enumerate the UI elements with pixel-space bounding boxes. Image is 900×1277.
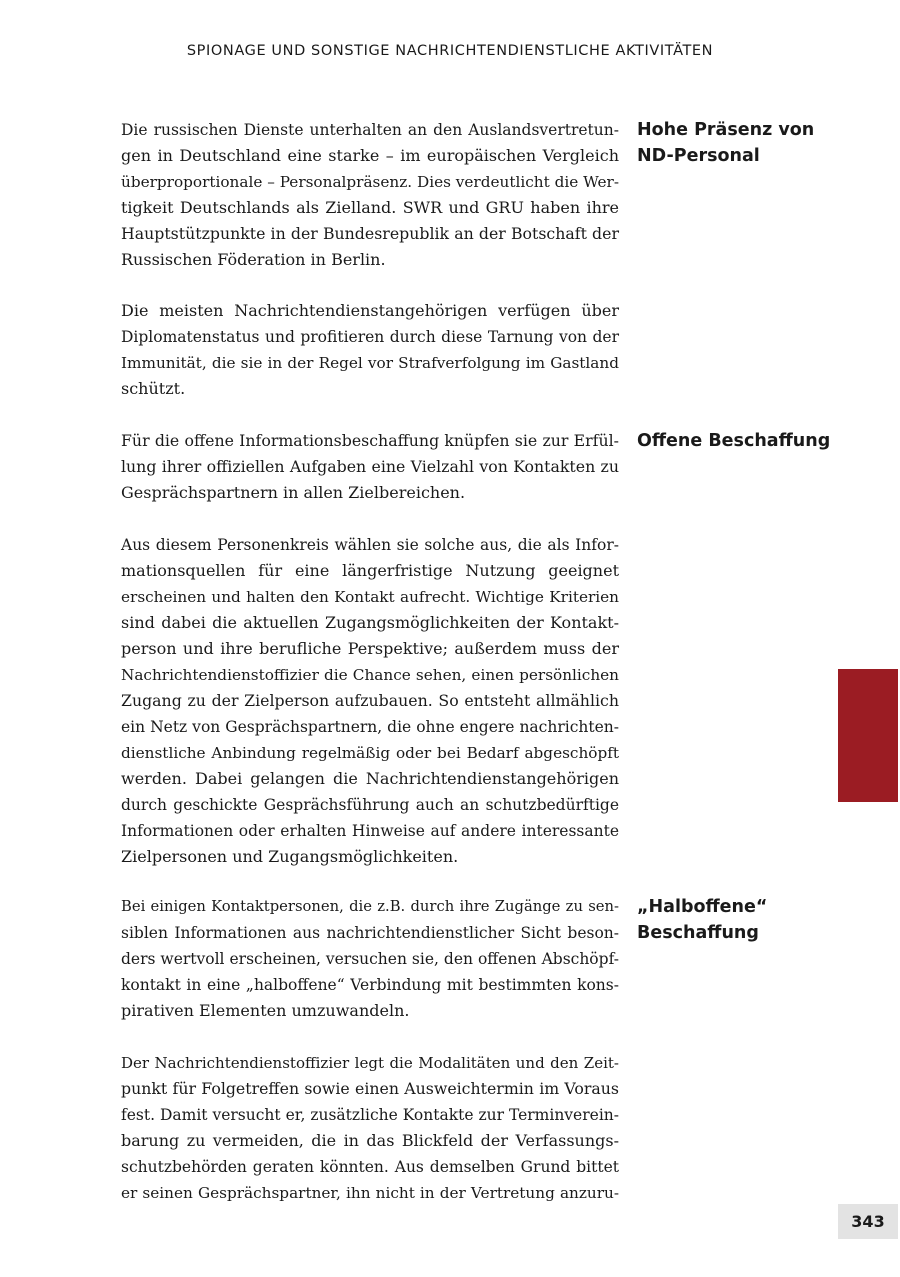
text-line: überproportionale – Personalpräsenz. Dies verdeutlicht die Wer-	[121, 173, 619, 191]
margin-heading-hohe-praesenz	[637, 117, 837, 169]
text-line: Für die offene Informationsbeschaffung knüpfen sie zur Erfül-	[121, 431, 619, 450]
text-line: Der Nachrichtendienstoffizier legt die Modalitäten und den Zeit-	[121, 1054, 619, 1072]
text-line: lung ihrer offiziellen Aufgaben eine Vielzahl von Kontakten zu	[121, 457, 619, 476]
text-line: ein Netz von Gesprächspartnern, die ohne engere nachrichten-	[121, 718, 619, 736]
page-number: 343	[838, 1204, 898, 1239]
text-line: Gesprächspartnern in allen Zielbereichen.	[121, 483, 466, 502]
text-line: kontakt in eine „halboffene“ Verbindung mit bestimmten kons-	[121, 976, 619, 994]
paragraph-personenkreis	[121, 532, 619, 870]
text-line: Informationen oder erhalten Hinweise auf andere interessante	[121, 822, 619, 840]
margin-heading-line: Hohe Präsenz von	[637, 120, 815, 140]
text-line: Zielpersonen und Zugangsmöglichkeiten.	[121, 847, 459, 866]
text-line: schützt.	[121, 379, 186, 398]
chapter-thumb-tab	[838, 669, 898, 802]
paragraph-diplomatenstatus	[121, 298, 619, 402]
text-line: gen in Deutschland eine starke – im europäischen Vergleich	[121, 146, 619, 165]
margin-heading-line: ND-Personal	[637, 146, 760, 166]
paragraph-modalitaeten	[121, 1050, 619, 1206]
text-line: Immunität, die sie in der Regel vor Strafverfolgung im Gastland	[121, 354, 619, 372]
text-line: erscheinen und halten den Kontakt aufrecht. Wichtige Kriterien	[121, 588, 619, 606]
margin-heading-halboffene-beschaffung	[637, 894, 837, 946]
running-head: SPIONAGE UND SONSTIGE NACHRICHTENDIENSTLICHE AKTIVITÄTEN	[186, 43, 714, 59]
text-line: schutzbehörden geraten könnten. Aus demselben Grund bittet	[121, 1158, 619, 1176]
text-line: Bei einigen Kontaktpersonen, die z.B. durch ihre Zugänge zu sen-	[121, 898, 619, 915]
text-line: durch geschickte Gesprächsführung auch an schutzbedürftige	[121, 796, 619, 814]
text-line: Die meisten Nachrichtendienstangehörigen verfügen über	[121, 301, 619, 320]
text-line: sind dabei die aktuellen Zugangsmöglichkeiten der Kontakt-	[121, 613, 619, 632]
margin-heading-line: Offene Beschaffung	[637, 431, 831, 451]
text-line: siblen Informationen aus nachrichtendienstlicher Sicht beson-	[121, 924, 619, 942]
paragraph-praesenz	[121, 117, 619, 273]
margin-heading-offene-beschaffung	[637, 428, 837, 454]
text-line: Nachrichtendienstoffizier die Chance sehen, einen persönlichen	[121, 666, 619, 684]
text-line: ders wertvoll erscheinen, versuchen sie, den offenen Abschöpf-	[121, 950, 619, 968]
margin-heading-line: Beschaffung	[637, 923, 759, 943]
text-line: Die russischen Dienste unterhalten an den Auslandsvertretun-	[121, 121, 619, 139]
text-line: mationsquellen für eine längerfristige Nutzung geeignet	[121, 561, 619, 580]
paragraph-offene-beschaffung	[121, 428, 619, 506]
text-line: barung zu vermeiden, die in das Blickfeld der Verfassungs-	[121, 1131, 619, 1150]
text-line: dienstliche Anbindung regelmäßig oder bei Bedarf abgeschöpft	[121, 744, 619, 762]
text-line: Hauptstützpunkte in der Bundesrepublik an der Botschaft der	[121, 224, 619, 243]
text-line: punkt für Folgetreffen sowie einen Ausweichtermin im Voraus	[121, 1079, 619, 1098]
text-line: werden. Dabei gelangen die Nachrichtendienstangehörigen	[121, 769, 619, 788]
text-line: Russischen Föderation in Berlin.	[121, 250, 386, 269]
text-line: tigkeit Deutschlands als Zielland. SWR und GRU haben ihre	[121, 198, 619, 217]
text-line: Aus diesem Personenkreis wählen sie solche aus, die als Infor-	[121, 536, 619, 554]
text-line: fest. Damit versucht er, zusätzliche Kontakte zur Terminverein-	[121, 1106, 619, 1124]
text-line: Zugang zu der Zielperson aufzubauen. So entsteht allmählich	[121, 691, 619, 710]
text-line: er seinen Gesprächspartner, ihn nicht in der Vertretung anzuru-	[121, 1184, 619, 1202]
text-line: person und ihre berufliche Perspektive; außerdem muss der	[121, 639, 619, 658]
text-line: Diplomatenstatus und profitieren durch diese Tarnung von der	[121, 328, 619, 346]
text-line: pirativen Elementen umzuwandeln.	[121, 1001, 410, 1020]
paragraph-halboffen	[121, 894, 619, 1024]
margin-heading-line: „Halboffene“	[637, 897, 768, 917]
